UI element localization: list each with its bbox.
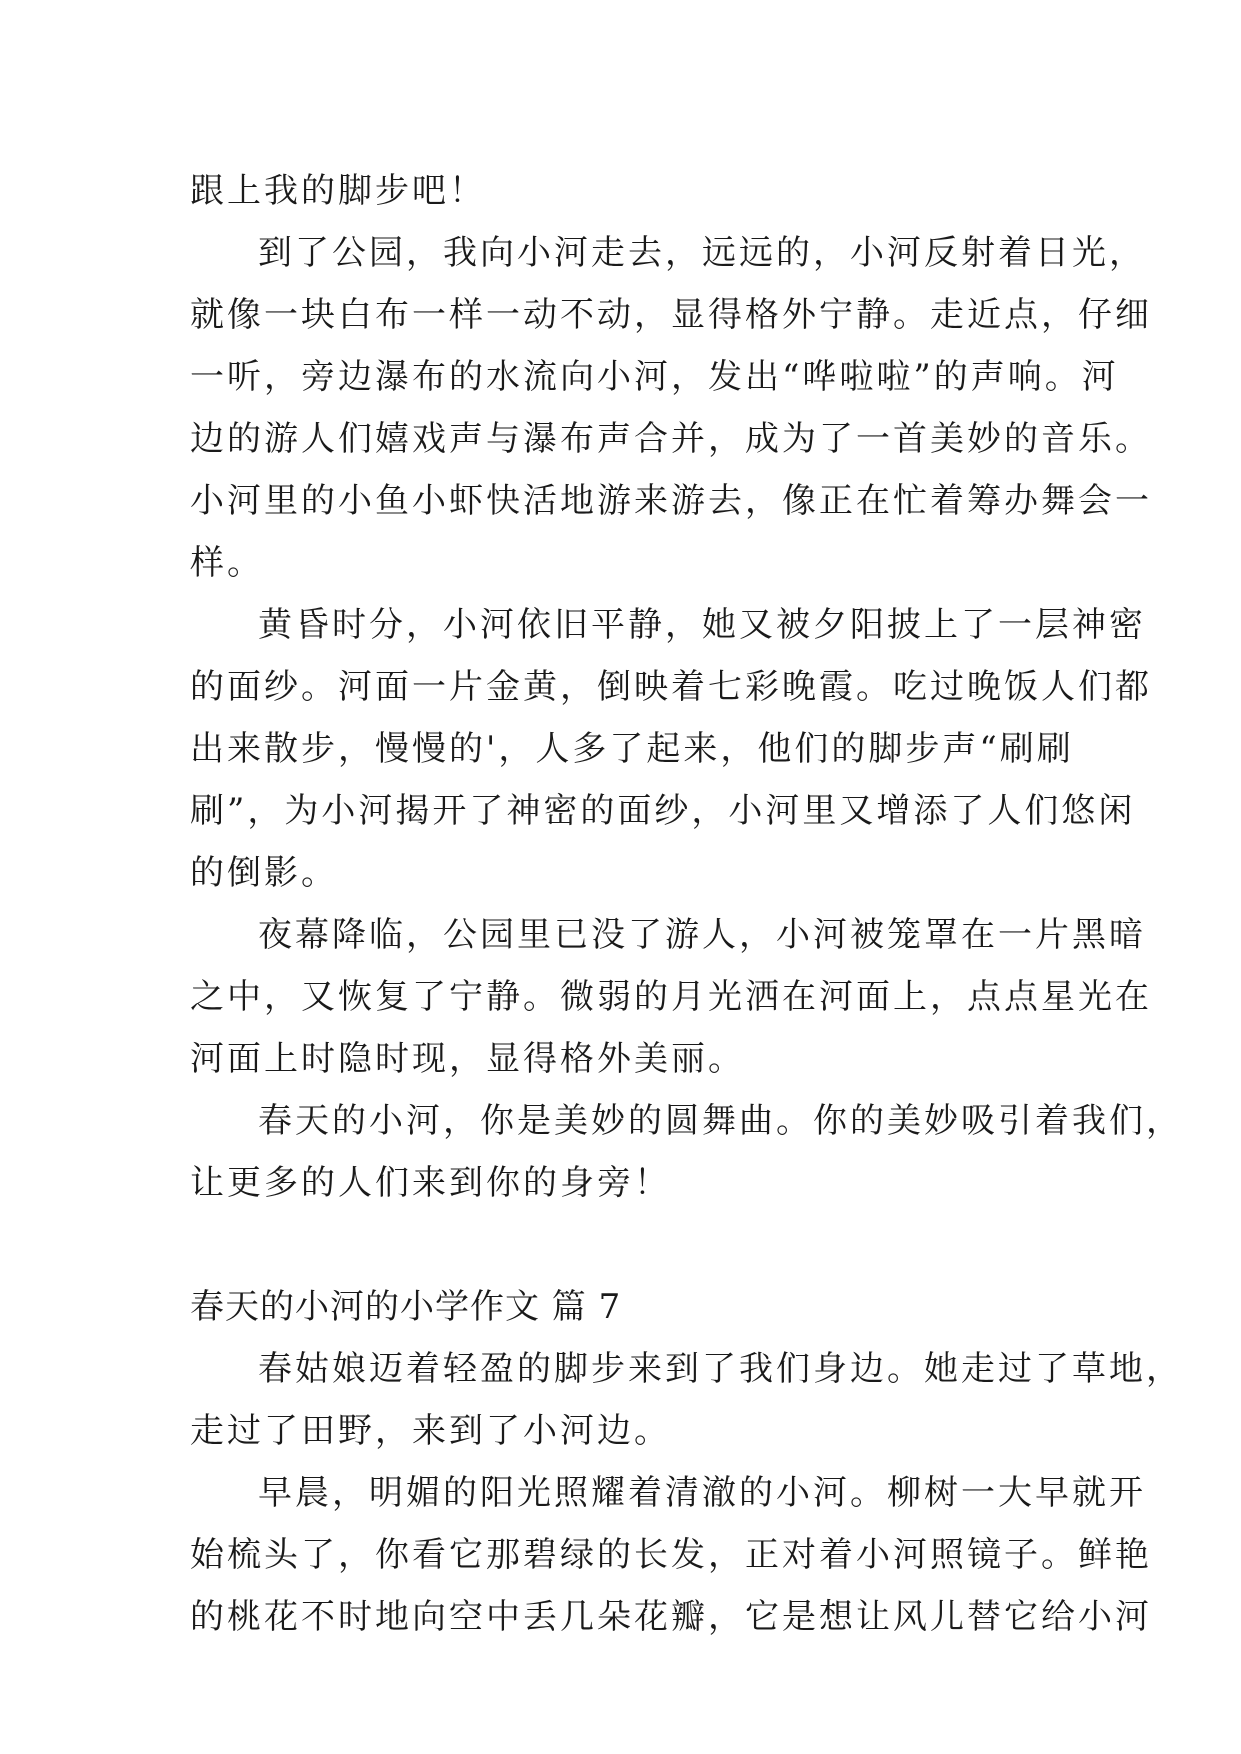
text-line: 之中，又恢复了宁静。微弱的月光洒在河面上，点点星光在	[190, 977, 1152, 1017]
text-line: 边的游人们嬉戏声与瀑布声合并，成为了一首美妙的音乐。	[190, 419, 1152, 459]
text-line: 一听，旁边瀑布的水流向小河，发出“哗啦啦”的声响。河	[190, 357, 1119, 397]
paragraph-first-line: 春姑娘迈着轻盈的脚步来到了我们身边。她走过了草地，	[258, 1349, 1183, 1389]
blank-line	[190, 1214, 1060, 1276]
text-line: 跟上我的脚步吧！	[190, 171, 486, 211]
text-line: 样。	[190, 543, 264, 583]
text-line: 让更多的人们来到你的身旁！	[190, 1163, 671, 1203]
paragraph-first-line: 到了公园，我向小河走去，远远的，小河反射着日光，	[258, 233, 1146, 273]
text-line: 的桃花不时地向空中丢几朵花瓣，它是想让风儿替它给小河	[190, 1597, 1152, 1637]
paragraph-first-line: 早晨，明媚的阳光照耀着清澈的小河。柳树一大早就开	[258, 1473, 1146, 1513]
text-line: 刷”，为小河揭开了神密的面纱，小河里又增添了人们悠闲	[190, 791, 1136, 831]
text-line: 河面上时隐时现，显得格外美丽。	[190, 1039, 745, 1079]
paragraph-first-line: 黄昏时分，小河依旧平静，她又被夕阳披上了一层神密	[258, 605, 1146, 645]
text-line: 就像一块白布一样一动不动，显得格外宁静。走近点，仔细	[190, 295, 1152, 335]
paragraph-first-line: 夜幕降临，公园里已没了游人，小河被笼罩在一片黑暗	[258, 915, 1146, 955]
paragraph-first-line: 春天的小河，你是美妙的圆舞曲。你的美妙吸引着我们，	[258, 1101, 1183, 1141]
section-heading: 春天的小河的小学作文 篇 7	[190, 1287, 622, 1327]
document-page	[190, 160, 1183, 1648]
text-line: 始梳头了，你看它那碧绿的长发，正对着小河照镜子。鲜艳	[190, 1535, 1152, 1575]
text-line: 出来散步，慢慢的'，人多了起来，他们的脚步声“刷刷	[190, 729, 1074, 769]
text-line: 的倒影。	[190, 853, 338, 893]
text-line: 小河里的小鱼小虾快活地游来游去，像正在忙着筹办舞会一	[190, 481, 1152, 521]
text-line: 走过了田野，来到了小河边。	[190, 1411, 671, 1451]
text-line: 的面纱。河面一片金黄，倒映着七彩晚霞。吃过晚饭人们都	[190, 667, 1152, 707]
